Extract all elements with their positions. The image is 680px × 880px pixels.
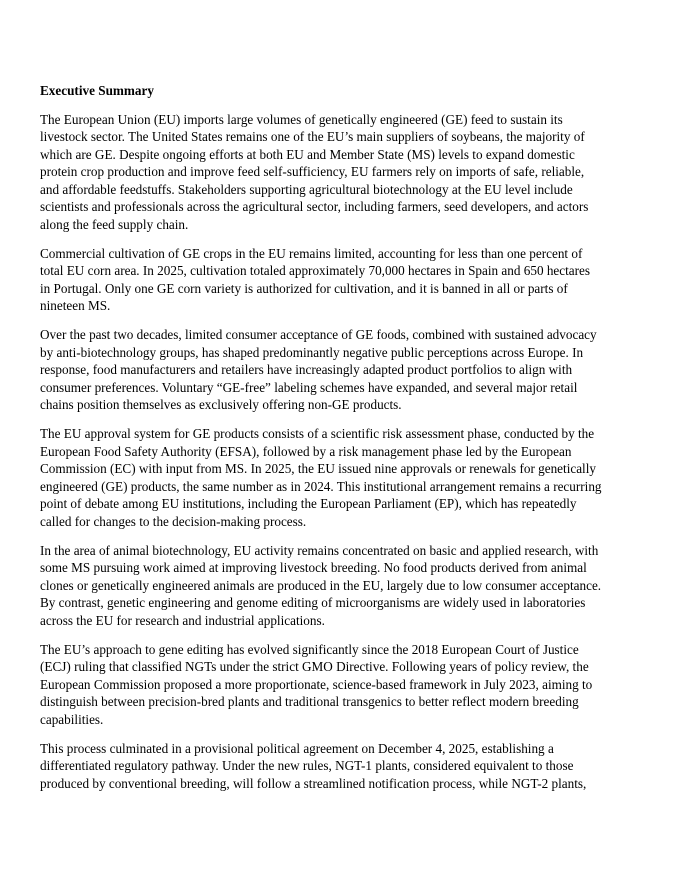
- paragraph-consumer-acceptance: Over the past two decades, limited consumer acceptance of GE foods, combined with sustained advocacy by anti-biotechnology groups, has shaped predominantly negative public perceptions across Europe. In response, food manufacturers and retailers have increasingly adapted product portfolios to align with consumer preferences. Voluntary “GE-free” labeling schemes have expanded, and several major retail chains position themselves as exclusively offering non-GE products.: [40, 327, 597, 412]
- paragraph-cultivation: Commercial cultivation of GE crops in the EU remains limited, accounting for less than one percent of total EU corn area. In 2025, cultivation totaled approximately 70,000 hectares in Spain and 650 hectares in Portugal. Only one GE corn variety is authorized for cultivation, and it is banned in all or parts of nineteen MS.: [40, 245, 591, 313]
- section-heading: Executive Summary: [40, 83, 154, 98]
- paragraph-approval-system: The EU approval system for GE products consists of a scientific risk assessment phase, conducted by the European Food Safety Authority (EFSA), followed by a risk management phase led by the European Commission (EC) with input from MS. In 2025, the EU issued nine approvals or renewals for genetically engineered (GE) products, the same number as in 2024. This institutional arrangement remains a recurring point of debate among EU institutions, including the European Parliament (EP), which has repeatedly called for changes to the decision-making process.: [40, 426, 602, 529]
- document-page: [40, 82, 602, 804]
- paragraph-political-agreement: This process culminated in a provisional political agreement on December 4, 2025, establishing a differentiated regulatory pathway. Under the new rules, NGT-1 plants, considered equivalent to those produced by conventional breeding, will follow a streamlined notification process, while NGT-2 plants,: [40, 740, 587, 791]
- paragraph-animal-biotech: In the area of animal biotechnology, EU activity remains concentrated on basic and applied research, with some MS pursuing work aimed at improving livestock breeding. No food products derived from animal clones or genetically engineered animals are produced in the EU, largely due to low consumer acceptance. By contrast, genetic engineering and genome editing of microorganisms are widely used in laboratories across the EU for research and industrial applications.: [40, 542, 602, 628]
- paragraph-feed-imports: The European Union (EU) imports large volumes of genetically engineered (GE) feed to sustain its livestock sector. The United States remains one of the EU’s main suppliers of soybeans, the majority of which are GE. Despite ongoing efforts at both EU and Member State (MS) levels to expand domestic protein crop production and improve feed self-sufficiency, EU farmers rely on imports of safe, reliable, and affordable feedstuffs. Stakeholders supporting agricultural biotechnology at the EU level include scientists and professionals across the agricultural sector, including farmers, seed developers, and actors along the feed supply chain.: [40, 111, 589, 232]
- paragraph-gene-editing: The EU’s approach to gene editing has evolved significantly since the 2018 European Court of Justice (ECJ) ruling that classified NGTs under the strict GMO Directive. Following years of policy review, the European Commission proposed a more proportionate, science-based framework in July 2023, aiming to distinguish between precision-bred plants and traditional transgenics to better reflect modern breeding capabilities.: [40, 641, 593, 727]
